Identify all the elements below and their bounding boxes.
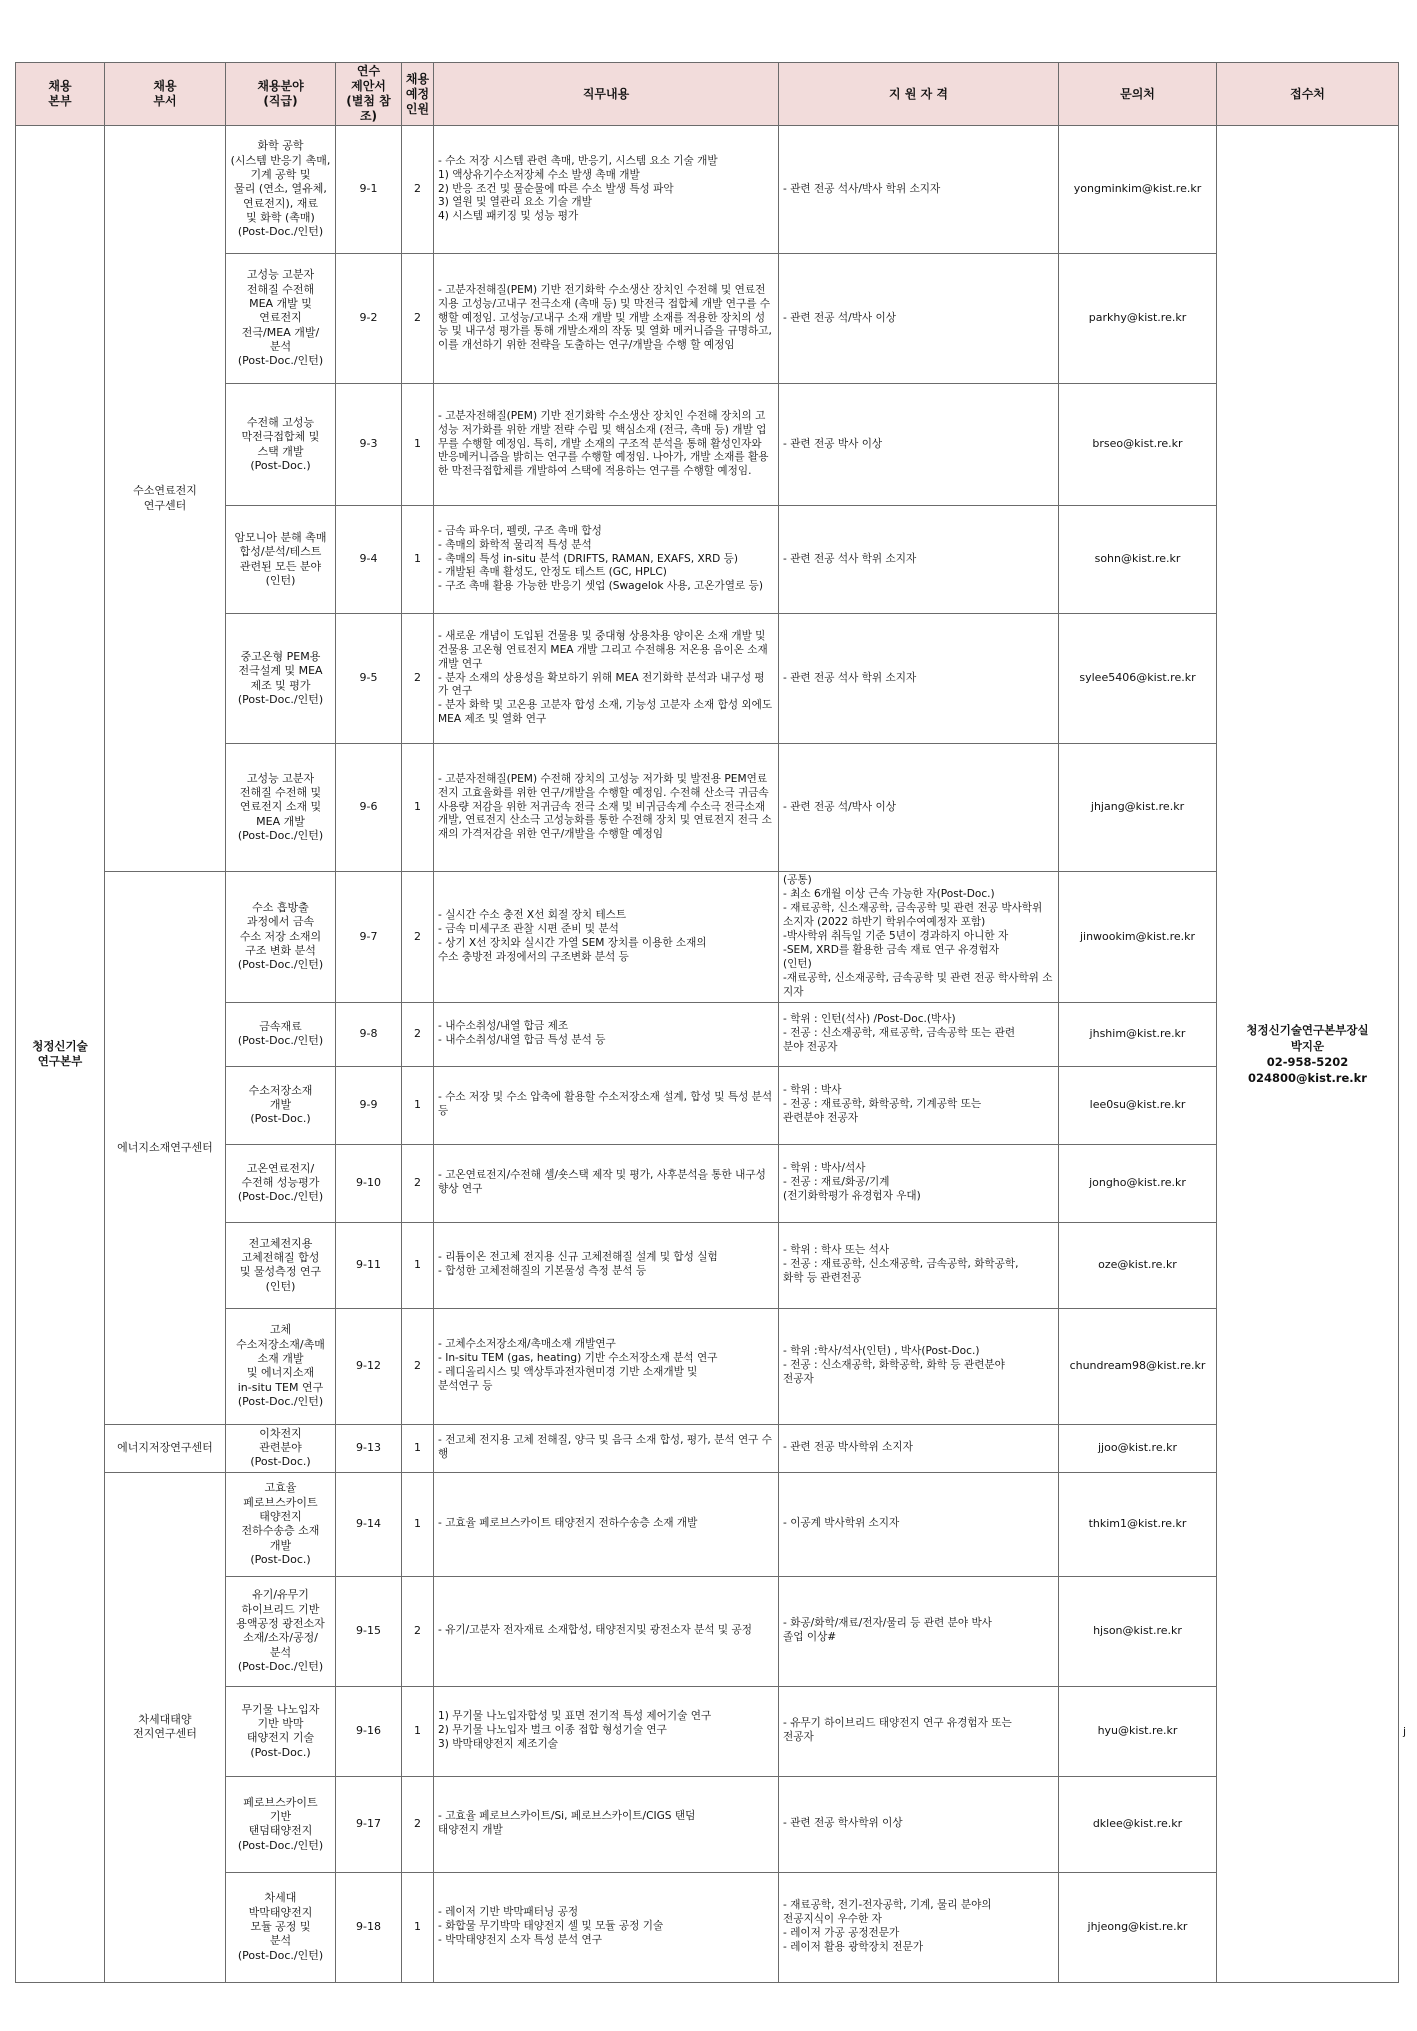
header-dept: 채용 부서 [105, 63, 226, 126]
proposal-code: 9-13 [336, 1424, 402, 1472]
header-qualification: 지 원 자 격 [779, 63, 1059, 126]
field-cell: 유기/유무기 하이브리드 기반 용액공정 광전소자 소재/소자/공정/ 분석 (Post-Doc./인턴) [226, 1576, 336, 1686]
qualification: - 관련 전공 석/박사 이상 [779, 254, 1059, 384]
qualification: - 관련 전공 석사 학위 소지자 [779, 506, 1059, 614]
proposal-code: 9-17 [336, 1776, 402, 1872]
duty-description: - 실시간 수소 충전 X선 회절 장치 테스트 - 금속 미세구조 관찰 시편 준비 및 분석 - 상기 X선 장치와 실시간 가열 SEM 장치를 이용한 소재의 수소 충방전 과정에서의 구조변화 분석 등 [434, 872, 779, 1003]
contact-email[interactable]: chundream98@kist.re.kr [1059, 1308, 1217, 1424]
header-receiver: 접수처 [1217, 63, 1399, 126]
department-cell: 차세대태양 전지연구센터 [105, 1472, 226, 1982]
contact-email[interactable]: jinwookim@kist.re.kr [1059, 872, 1217, 1003]
field-cell: 이차전지 관련분야 (Post-Doc.) [226, 1424, 336, 1472]
qualification: - 관련 전공 박사 이상 [779, 384, 1059, 506]
department-cell: 수소연료전지 연구센터 [105, 126, 226, 872]
contact-email[interactable]: jhjang@kist.re.kr [1059, 744, 1217, 872]
hire-count: 1 [402, 506, 434, 614]
receiver-cell: 청정신기술연구본부장실 박지운 02-958-5202 024800@kist.re.kr [1217, 126, 1399, 1983]
proposal-code: 9-18 [336, 1872, 402, 1982]
qualification: - 학위 : 학사 또는 석사 - 전공 : 재료공학, 신소재공학, 금속공학, 화학공학, 화학 등 관련전공 [779, 1222, 1059, 1308]
hire-count: 1 [402, 1222, 434, 1308]
hire-count: 1 [402, 1872, 434, 1982]
contact-email[interactable]: hjson@kist.re.kr [1059, 1576, 1217, 1686]
header-count: 채용 예정 인원 [402, 63, 434, 126]
duty-description: - 고온연료전지/수전해 셀/숏스택 제작 및 평가, 사후분석을 통한 내구성 향상 연구 [434, 1144, 779, 1222]
hire-count: 2 [402, 1002, 434, 1066]
qualification: (공통) - 최소 6개월 이상 근속 가능한 자(Post-Doc.) - 재료공학, 신소재공학, 금속공학 및 관련 전공 박사학위 소지자 (2022 하반기 학위수여예정자 포함) -박사학위 취득일 기준 5년이 경과하지 아니한 자 -SEM, XRD를 활용한 금속 재료 연구 유경험자 (인턴) -재료공학, 신소재공학, 금속공학 및 관련 전공 학사학위 소지자 [779, 872, 1059, 1003]
hire-count: 1 [402, 384, 434, 506]
header-duty: 직무내용 [434, 63, 779, 126]
field-cell: 고효율 페로브스카이트 태양전지 전하수송층 소재 개발 (Post-Doc.) [226, 1472, 336, 1576]
duty-description: - 고체수소저장소재/촉매소재 개발연구 - In-situ TEM (gas, heating) 기반 수소저장소재 분석 연구 - 레디올리시스 및 액상투과전자현미경 기반 소재개발 및 분석연구 등 [434, 1308, 779, 1424]
duty-description: - 수소 저장 및 수소 압축에 활용할 수소저장소재 설계, 합성 및 특성 분석 등 [434, 1066, 779, 1144]
contact-email[interactable]: oze@kist.re.kr [1059, 1222, 1217, 1308]
contact-email[interactable]: sohn@kist.re.kr [1059, 506, 1217, 614]
qualification: - 관련 전공 학사학위 이상 [779, 1776, 1059, 1872]
contact-email[interactable]: brseo@kist.re.kr [1059, 384, 1217, 506]
hq-cell: 청정신기술 연구본부 [16, 126, 105, 1983]
field-cell: 고성능 고분자 전해질 수전해 MEA 개발 및 연료전지 전극/MEA 개발/ 분석 (Post-Doc./인턴) [226, 254, 336, 384]
duty-description: - 고분자전해질(PEM) 수전해 장치의 고성능 저가화 및 발전용 PEM연료전지 고효율화를 위한 연구/개발을 수행할 예정임. 수전해 산소극 귀금속 사용량 저감을 위한 저귀금속 전극 소재 및 비귀금속계 수소극 전극소재 개발, 연료전지 산소극 고성능화를 통한 수전해 장치 및 연료전지 전극 소재의 가격저감을 위한 연구/개발을 수행할 예정임 [434, 744, 779, 872]
proposal-code: 9-6 [336, 744, 402, 872]
proposal-code: 9-11 [336, 1222, 402, 1308]
field-cell: 금속재료 (Post-Doc./인턴) [226, 1002, 336, 1066]
table-body [16, 126, 1399, 1983]
field-cell: 무기물 나노입자 기반 박막 태양전지 기술 (Post-Doc.) [226, 1686, 336, 1776]
duty-description: - 고분자전해질(PEM) 기반 전기화학 수소생산 장치인 수전해 장치의 고성능 저가화를 위한 개발 전략 수립 및 핵심소재 (전극, 촉매 등) 개발 업무를 수행할 예정임. 특히, 개발 소재의 구조적 분석을 통해 활성인자와 반응메커니즘을 밝히는 연구를 수행할 예정임. 나아가, 개발 소재를 활용한 막전극접합체를 개발하여 스택에 적용하는 연구를 수행할 예정임. [434, 384, 779, 506]
field-cell: 전고체전지용 고체전해질 합성 및 물성측정 연구 (인턴) [226, 1222, 336, 1308]
department-cell: 에너지소재연구센터 [105, 872, 226, 1425]
field-cell: 페로브스카이트 기반 탠덤태양전지 (Post-Doc./인턴) [226, 1776, 336, 1872]
duty-description: - 고분자전해질(PEM) 기반 전기화학 수소생산 장치인 수전해 및 연료전지용 고성능/고내구 전극소재 (촉매 등) 및 막전극 접합체 개발 연구를 수행할 예정임. 고성능/고내구 소재 개발 및 개발 소재를 적용한 장치의 성능 및 내구성 평가를 통해 개발소재의 작동 및 열화 메커니즘을 규명하고, 이를 개선하기 위한 전략을 도출하는 연구/개발을 수행 할 예정임 [434, 254, 779, 384]
contact-email[interactable]: jongho@kist.re.kr [1059, 1144, 1217, 1222]
hire-count: 2 [402, 1776, 434, 1872]
field-cell: 암모니아 분해 촉매 합성/분석/테스트 관련된 모든 분야 (인턴) [226, 506, 336, 614]
field-cell: 수소저장소재 개발 (Post-Doc.) [226, 1066, 336, 1144]
hire-count: 1 [402, 744, 434, 872]
qualification: - 유무기 하이브리드 태양전지 연구 유경험자 또는 전공자 [779, 1686, 1059, 1776]
field-cell: 화학 공학 (시스템 반응기 촉매, 기계 공학 및 물리 (연소, 열유체, 연료전지), 재료 및 화학 (촉매) (Post-Doc./인턴) [226, 126, 336, 254]
hire-count: 2 [402, 1576, 434, 1686]
table-row [16, 1424, 1399, 1472]
duty-description: 1) 무기물 나노입자합성 및 표면 전기적 특성 제어기술 연구 2) 무기물 나노입자 벌크 이종 접합 형성기술 연구 3) 박막태양전지 제조기술 [434, 1686, 779, 1776]
header-hq: 채용 본부 [16, 63, 105, 126]
recruitment-table [15, 62, 1399, 1983]
contact-email[interactable]: jjoo@kist.re.kr [1059, 1424, 1217, 1472]
qualification: - 재료공학, 전기-전자공학, 기계, 물리 분야의 전공지식이 우수한 자 - 레이저 가공 공정전문가 - 레이저 활용 광학장치 전문가 [779, 1872, 1059, 1982]
duty-description: - 유기/고분자 전자재료 소재합성, 태양전지및 광전소자 분석 및 공정 [434, 1576, 779, 1686]
contact-email[interactable]: parkhy@kist.re.kr [1059, 254, 1217, 384]
qualification: - 관련 전공 석사 학위 소지자 [779, 614, 1059, 744]
proposal-code: 9-14 [336, 1472, 402, 1576]
table-row [16, 872, 1399, 1003]
contact-email[interactable]: lee0su@kist.re.kr [1059, 1066, 1217, 1144]
duty-description: - 고효율 페로브스카이트 태양전지 전하수송층 소재 개발 [434, 1472, 779, 1576]
hire-count: 1 [402, 1066, 434, 1144]
proposal-code: 9-16 [336, 1686, 402, 1776]
field-cell: 수소 흡방출 과정에서 금속 수소 저장 소재의 구조 변화 분석 (Post-Doc./인턴) [226, 872, 336, 1003]
qualification: - 학위 :학사/석사(인턴) , 박사(Post-Doc.) - 전공 : 신소재공학, 화학공학, 화학 등 관련분야 전공자 [779, 1308, 1059, 1424]
stray-mark: j [1403, 1725, 1407, 1738]
hire-count: 2 [402, 1144, 434, 1222]
department-cell: 에너지저장연구센터 [105, 1424, 226, 1472]
hire-count: 2 [402, 126, 434, 254]
table-row [16, 1472, 1399, 1576]
header-proposal: 연수 제안서 (별첨 참조) [336, 63, 402, 126]
field-cell: 중고온형 PEM용 전극설계 및 MEA 제조 및 평가 (Post-Doc./인턴) [226, 614, 336, 744]
duty-description: - 레이저 기반 박막패터닝 공정 - 화합물 무기박막 태양전지 셀 및 모듈 공정 기술 - 박막태양전지 소자 특성 분석 연구 [434, 1872, 779, 1982]
contact-email[interactable]: hyu@kist.re.kr [1059, 1686, 1217, 1776]
field-cell: 수전해 고성능 막전극접합체 및 스택 개발 (Post-Doc.) [226, 384, 336, 506]
header-field: 채용분야 (직급) [226, 63, 336, 126]
contact-email[interactable]: yongminkim@kist.re.kr [1059, 126, 1217, 254]
proposal-code: 9-12 [336, 1308, 402, 1424]
header-contact: 문의처 [1059, 63, 1217, 126]
qualification: - 학위 : 박사 - 전공 : 재료공학, 화학공학, 기계공학 또는 관련분야 전공자 [779, 1066, 1059, 1144]
duty-description: - 내수소취성/내열 합금 제조 - 내수소취성/내열 합금 특성 분석 등 [434, 1002, 779, 1066]
field-cell: 고온연료전지/ 수전해 성능평가 (Post-Doc./인턴) [226, 1144, 336, 1222]
hire-count: 1 [402, 1472, 434, 1576]
proposal-code: 9-7 [336, 872, 402, 1003]
proposal-code: 9-2 [336, 254, 402, 384]
contact-email[interactable]: thkim1@kist.re.kr [1059, 1472, 1217, 1576]
duty-description: - 고효율 페로브스카이트/Si, 페로브스카이트/CIGS 탠덤 태양전지 개발 [434, 1776, 779, 1872]
hire-count: 2 [402, 254, 434, 384]
duty-description: - 리튬이온 전고체 전지용 신규 고체전해질 설계 및 합성 실험 - 합성한 고체전해질의 기본물성 측정 분석 등 [434, 1222, 779, 1308]
hire-count: 1 [402, 1424, 434, 1472]
qualification: - 관련 전공 석/박사 이상 [779, 744, 1059, 872]
proposal-code: 9-4 [336, 506, 402, 614]
proposal-code: 9-5 [336, 614, 402, 744]
contact-email[interactable]: sylee5406@kist.re.kr [1059, 614, 1217, 744]
field-cell: 고성능 고분자 전해질 수전해 및 연료전지 소재 및 MEA 개발 (Post-Doc./인턴) [226, 744, 336, 872]
contact-email[interactable]: dklee@kist.re.kr [1059, 1776, 1217, 1872]
hire-count: 1 [402, 1686, 434, 1776]
qualification: - 화공/화학/재료/전자/물리 등 관련 분야 박사 졸업 이상# [779, 1576, 1059, 1686]
qualification: - 관련 전공 박사학위 소지자 [779, 1424, 1059, 1472]
hire-count: 2 [402, 614, 434, 744]
duty-description: - 새로운 개념이 도입된 건물용 및 중대형 상용차용 양이온 소재 개발 및 건물용 고온형 연료전지 MEA 개발 그리고 수전해용 저온용 음이온 소재 개발 연구 - 분자 소재의 상용성을 확보하기 위해 MEA 전기화학 분석과 내구성 평가 연구 - 분자 화학 및 고온용 고분자 합성 소재, 기능성 고분자 소재 합성 외에도 MEA 제조 및 열화 연구 [434, 614, 779, 744]
field-cell: 고체 수소저장소재/촉매 소재 개발 및 에너지소재 in-situ TEM 연구 (Post-Doc./인턴) [226, 1308, 336, 1424]
proposal-code: 9-10 [336, 1144, 402, 1222]
proposal-code: 9-9 [336, 1066, 402, 1144]
proposal-code: 9-1 [336, 126, 402, 254]
duty-description: - 수소 저장 시스템 관련 촉매, 반응기, 시스템 요소 기술 개발 1) 액상유기수소저장체 수소 발생 촉매 개발 2) 반응 조건 및 물순물에 따른 수소 발생 특성 파악 3) 열원 및 열관리 요소 기술 개발 4) 시스템 패키징 및 성능 평가 [434, 126, 779, 254]
field-cell: 차세대 박막태양전지 모듈 공정 및 분석 (Post-Doc./인턴) [226, 1872, 336, 1982]
qualification: - 이공계 박사학위 소지자 [779, 1472, 1059, 1576]
contact-email[interactable]: jhshim@kist.re.kr [1059, 1002, 1217, 1066]
proposal-code: 9-8 [336, 1002, 402, 1066]
hire-count: 2 [402, 872, 434, 1003]
qualification: - 관련 전공 석사/박사 학위 소지자 [779, 126, 1059, 254]
contact-email[interactable]: jhjeong@kist.re.kr [1059, 1872, 1217, 1982]
hire-count: 2 [402, 1308, 434, 1424]
table-row [16, 126, 1399, 254]
header-row [16, 63, 1399, 126]
duty-description: - 전고체 전지용 고체 전해질, 양극 및 음극 소재 합성, 평가, 분석 연구 수행 [434, 1424, 779, 1472]
duty-description: - 금속 파우더, 펠렛, 구조 촉매 합성 - 촉매의 화학적 물리적 특성 분석 - 촉매의 특성 in-situ 분석 (DRIFTS, RAMAN, EXAFS, XRD 등) - 개발된 촉매 활성도, 안정도 테스트 (GC, HPLC) - 구조 촉매 활용 가능한 반응기 셋업 (Swagelok 사용, 고온가열로 등) [434, 506, 779, 614]
qualification: - 학위 : 박사/석사 - 전공 : 재료/화공/기계 (전기화학평가 유경험자 우대) [779, 1144, 1059, 1222]
qualification: - 학위 : 인턴(석사) /Post-Doc.(박사) - 전공 : 신소재공학, 재료공학, 금속공학 또는 관련 분야 전공자 [779, 1002, 1059, 1066]
proposal-code: 9-3 [336, 384, 402, 506]
proposal-code: 9-15 [336, 1576, 402, 1686]
